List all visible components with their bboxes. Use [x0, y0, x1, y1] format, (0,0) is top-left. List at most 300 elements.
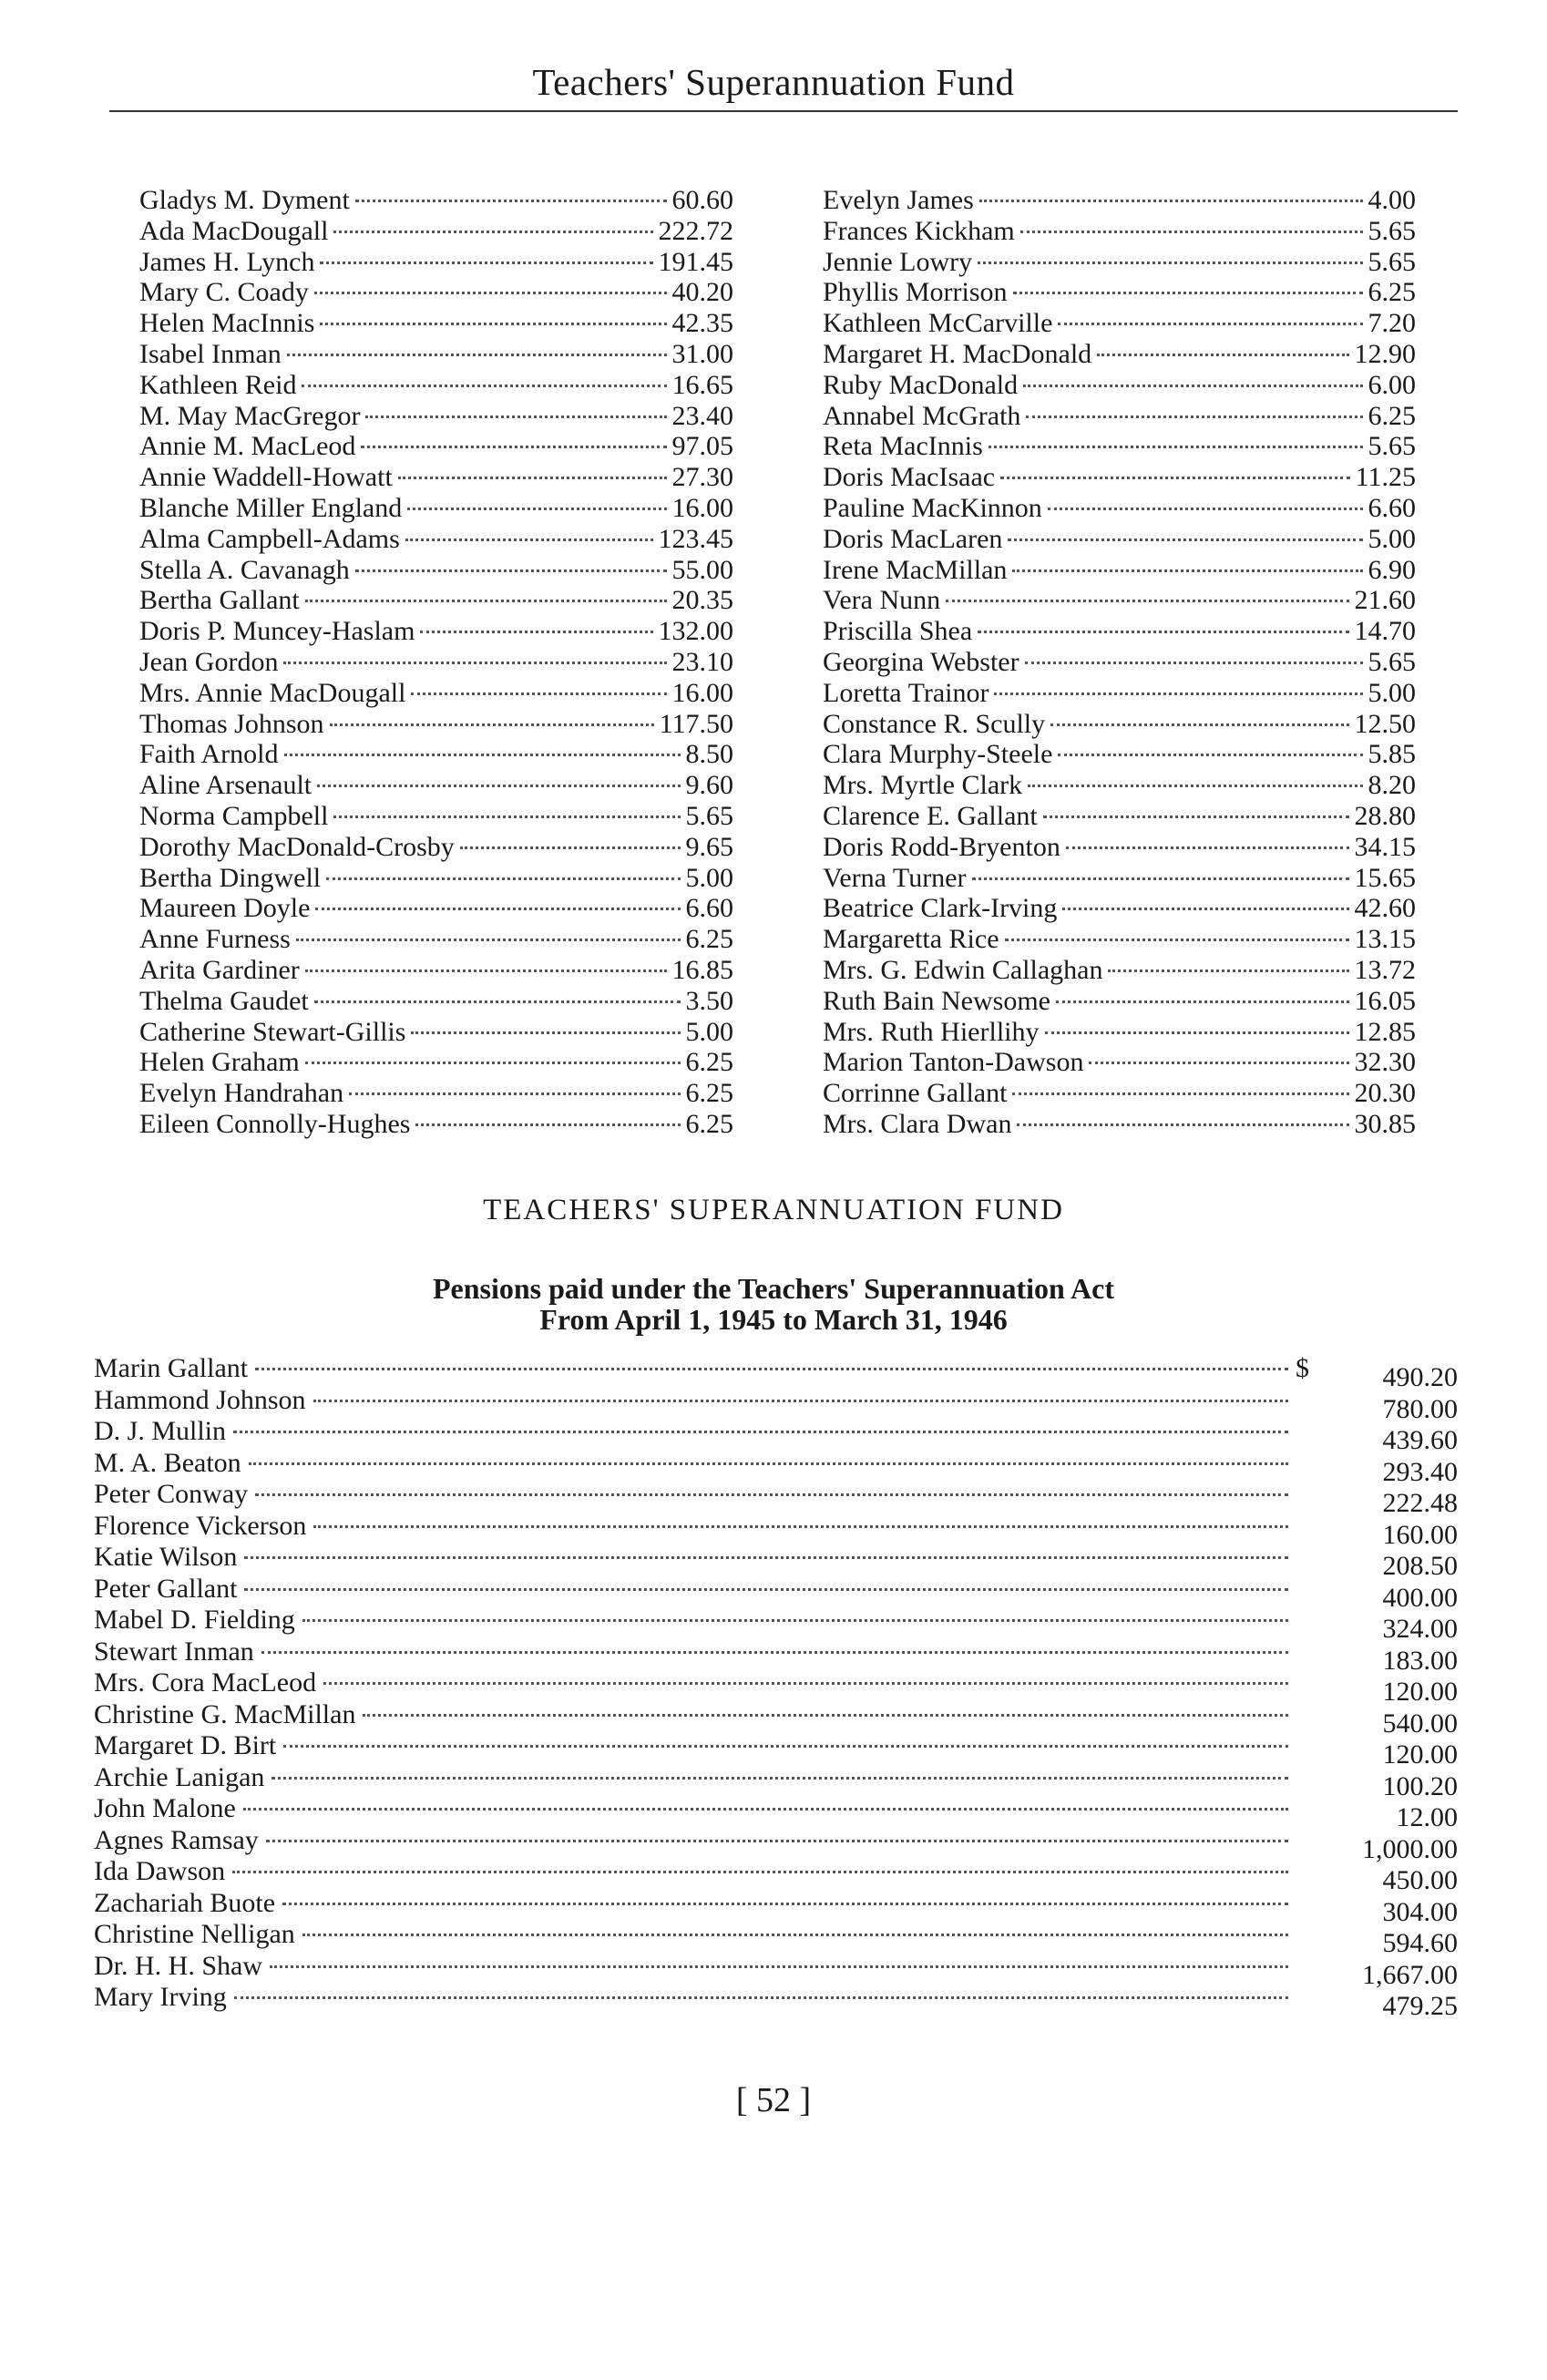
- list-item: [823, 585, 1416, 616]
- dot-leader: [1023, 385, 1362, 387]
- entry-amount: 6.60: [685, 893, 733, 924]
- entry-name: Christine Nelligan: [94, 1919, 295, 1949]
- dot-leader: [244, 1588, 1288, 1591]
- entry-name: Bertha Dingwell: [139, 862, 322, 893]
- entry-amount: 8.20: [1368, 770, 1416, 801]
- list-item: [139, 647, 733, 678]
- entry-name: Archie Lanigan: [94, 1761, 265, 1792]
- entry-name: M. May MacGregor: [139, 400, 361, 431]
- section-subtitle-period: From April 1, 1945 to March 31, 1946: [539, 1303, 1008, 1336]
- entry-name: Gladys M. Dyment: [139, 185, 350, 215]
- entry-name: Verna Turner: [823, 862, 967, 893]
- dot-leader: [415, 1123, 680, 1126]
- dot-leader: [255, 1368, 1288, 1370]
- dot-leader: [320, 262, 652, 264]
- dot-leader: [234, 1996, 1288, 1999]
- entry-amount: 9.65: [685, 831, 733, 862]
- entry-amount: 20.30: [1354, 1078, 1416, 1109]
- entry-name: Evelyn Handrahan: [139, 1078, 344, 1109]
- entry-name: Georgina Webster: [823, 646, 1019, 677]
- entry-amount: 60.60: [671, 185, 733, 215]
- dot-leader: [365, 415, 666, 418]
- list-item: [139, 1017, 733, 1048]
- entry-amount: 117.50: [659, 708, 733, 739]
- list-item: [94, 1605, 1458, 1644]
- dot-leader: [1050, 723, 1348, 726]
- list-item: [139, 185, 733, 216]
- entry-name: Mrs. Ruth Hierllihy: [823, 1016, 1040, 1047]
- left-contributions-column: [139, 185, 733, 1140]
- entry-name: Evelyn James: [823, 185, 974, 215]
- dot-leader: [314, 1000, 681, 1003]
- dot-leader: [978, 262, 1362, 264]
- dot-leader: [1028, 785, 1362, 787]
- entry-name: Loretta Trainor: [823, 677, 989, 708]
- entry-name: Dr. H. H. Shaw: [94, 1950, 262, 1981]
- entry-name: Peter Conway: [94, 1479, 249, 1509]
- dot-leader: [270, 1965, 1288, 1968]
- dot-leader: [1058, 323, 1362, 325]
- entry-amount: 6.25: [685, 924, 733, 955]
- entry-name: Katie Wilson: [94, 1542, 238, 1572]
- entry-name: Phyllis Morrison: [823, 277, 1008, 308]
- entry-amount: 15.65: [1354, 862, 1416, 893]
- entry-name: Corrinne Gallant: [823, 1078, 1008, 1109]
- dot-leader: [1058, 754, 1362, 756]
- dot-leader: [1066, 846, 1349, 849]
- entry-name: Eileen Connolly-Hughes: [139, 1108, 411, 1139]
- entry-name: Dorothy MacDonald-Crosby: [139, 831, 455, 862]
- dot-leader: [266, 1840, 1288, 1842]
- dot-leader: [989, 446, 1363, 448]
- dot-leader: [972, 877, 1349, 880]
- list-item: [823, 893, 1416, 924]
- dot-leader: [326, 877, 680, 880]
- list-item: [823, 370, 1416, 401]
- entry-amount: 9.60: [685, 770, 733, 801]
- entry-amount: 12.00: [1396, 1802, 1458, 1832]
- entry-name: Florence Vickerson: [94, 1510, 307, 1541]
- dot-leader: [946, 600, 1348, 602]
- entry-name: Kathleen Reid: [139, 369, 297, 400]
- list-item: [823, 493, 1416, 524]
- entry-amount: 5.85: [1368, 739, 1416, 770]
- entry-amount: 34.15: [1354, 831, 1416, 862]
- dot-leader: [420, 631, 652, 633]
- entry-amount: 132.00: [658, 616, 733, 647]
- entry-name: Ada MacDougall: [139, 215, 329, 246]
- entry-name: Maureen Doyle: [139, 893, 311, 924]
- list-item: [94, 1793, 1458, 1832]
- dot-leader: [305, 600, 667, 602]
- entry-name: Margaretta Rice: [823, 924, 999, 955]
- list-item: [823, 709, 1416, 740]
- list-item: [823, 986, 1416, 1017]
- list-item: [139, 493, 733, 524]
- list-item: [139, 832, 733, 863]
- entry-name: Anne Furness: [139, 924, 291, 955]
- list-item: [823, 308, 1416, 339]
- entry-amount: 490.20: [1382, 1362, 1458, 1392]
- entry-name: John Malone: [94, 1793, 236, 1823]
- list-item: [94, 1542, 1458, 1581]
- entry-name: Bertha Gallant: [139, 585, 300, 616]
- entry-name: Faith Arnold: [139, 739, 279, 770]
- list-item: [139, 1078, 733, 1109]
- entry-name: Mary C. Coady: [139, 277, 309, 308]
- entry-name: Priscilla Shea: [823, 616, 973, 647]
- dot-leader: [1017, 1123, 1348, 1126]
- entry-amount: 208.50: [1382, 1551, 1458, 1581]
- list-item: [139, 924, 733, 955]
- entry-name: Christine G. MacMillan: [94, 1698, 356, 1729]
- list-item: [823, 770, 1416, 801]
- entry-name: Mary Irving: [94, 1982, 227, 2012]
- entry-amount: 6.25: [1368, 277, 1416, 308]
- entry-amount: 12.85: [1354, 1016, 1416, 1047]
- entry-name: Vera Nunn: [823, 585, 941, 616]
- entry-amount: 1,000.00: [1362, 1833, 1458, 1864]
- entry-name: Mabel D. Fielding: [94, 1605, 295, 1635]
- dot-leader: [302, 1934, 1288, 1936]
- entry-amount: 5.65: [1368, 646, 1416, 677]
- dot-leader: [283, 662, 666, 664]
- entry-name: Marin Gallant: [94, 1353, 249, 1383]
- list-item: [94, 1950, 1458, 1990]
- entry-amount: 540.00: [1382, 1708, 1458, 1739]
- list-item: [823, 185, 1416, 216]
- dot-leader: [1005, 939, 1349, 941]
- entry-name: D. J. Mullin: [94, 1416, 227, 1446]
- dot-leader: [320, 323, 666, 325]
- dot-leader: [1056, 1000, 1349, 1003]
- list-item: [94, 1761, 1458, 1801]
- entry-amount: 5.65: [1368, 431, 1416, 462]
- dot-leader: [994, 692, 1362, 695]
- entry-amount: 42.35: [671, 308, 733, 339]
- entry-amount: 16.65: [671, 369, 733, 400]
- list-item: [94, 1982, 1458, 2021]
- entry-name: Agnes Ramsay: [94, 1824, 259, 1855]
- entry-name: Aline Arsenault: [139, 770, 312, 801]
- entry-name: Kathleen McCarville: [823, 308, 1053, 339]
- entry-name: Thomas Johnson: [139, 708, 324, 739]
- dot-leader: [313, 1525, 1288, 1528]
- list-item: [823, 462, 1416, 493]
- entry-name: Hammond Johnson: [94, 1384, 306, 1415]
- entry-amount: 191.45: [658, 246, 733, 277]
- entry-amount: 6.25: [685, 1078, 733, 1109]
- entry-name: Margaret D. Birt: [94, 1730, 277, 1760]
- entry-name: Annie M. MacLeod: [139, 431, 356, 462]
- entry-amount: 27.30: [671, 462, 733, 493]
- entry-name: Doris P. Muncey-Haslam: [139, 616, 415, 647]
- list-item: [139, 801, 733, 832]
- dot-leader: [1097, 354, 1348, 356]
- list-item: [823, 216, 1416, 247]
- entry-name: Irene MacMillan: [823, 554, 1008, 585]
- entry-amount: 6.00: [1368, 369, 1416, 400]
- dot-leader: [330, 723, 654, 726]
- list-item: [139, 216, 733, 247]
- dot-leader: [1045, 1031, 1349, 1034]
- dot-leader: [411, 692, 666, 695]
- list-item: [823, 647, 1416, 678]
- entry-amount: 400.00: [1382, 1582, 1458, 1613]
- dot-leader: [1062, 908, 1348, 910]
- list-item: [139, 770, 733, 801]
- entry-name: Helen Graham: [139, 1047, 300, 1078]
- entry-name: Doris Rodd-Bryenton: [823, 831, 1060, 862]
- dot-leader: [1108, 969, 1348, 972]
- entry-name: Mrs. Cora MacLeod: [94, 1667, 317, 1698]
- list-item: [94, 1416, 1458, 1455]
- list-item: [139, 739, 733, 770]
- entry-amount: 5.65: [1368, 246, 1416, 277]
- dot-leader: [1025, 662, 1363, 664]
- dot-leader: [255, 1493, 1288, 1496]
- list-item: [139, 1047, 733, 1078]
- dot-leader: [333, 231, 652, 233]
- list-item: [139, 986, 733, 1017]
- dot-leader: [261, 1651, 1288, 1654]
- list-item: [94, 1856, 1458, 1895]
- entry-name: Ruby MacDonald: [823, 369, 1019, 400]
- dot-leader: [283, 1745, 1288, 1748]
- section-subtitle-act: Pensions paid under the Teachers' Superannuation Act: [432, 1272, 1114, 1305]
- list-item: [94, 1919, 1458, 1958]
- entry-amount: 20.35: [671, 585, 733, 616]
- entry-amount: 594.60: [1382, 1928, 1458, 1958]
- entry-amount: 5.00: [1368, 677, 1416, 708]
- entry-amount: 222.48: [1382, 1488, 1458, 1518]
- entry-amount: 28.80: [1354, 800, 1416, 831]
- entry-amount: 120.00: [1382, 1739, 1458, 1770]
- entry-amount: 160.00: [1382, 1519, 1458, 1550]
- list-item: [94, 1887, 1458, 1927]
- dot-leader: [315, 908, 680, 910]
- list-item: [823, 1047, 1416, 1078]
- entry-name: Catherine Stewart-Gillis: [139, 1016, 406, 1047]
- entry-amount: 1,667.00: [1362, 1959, 1458, 1990]
- entry-name: Margaret H. MacDonald: [823, 338, 1092, 369]
- list-item: [139, 524, 733, 555]
- list-item: [823, 247, 1416, 278]
- list-item: [94, 1698, 1458, 1739]
- entry-name: Helen MacInnis: [139, 308, 315, 339]
- entry-name: Mrs. G. Edwin Callaghan: [823, 954, 1103, 985]
- dot-leader: [460, 846, 681, 849]
- dot-leader: [302, 385, 666, 387]
- list-item: [94, 1384, 1458, 1424]
- entry-amount: 40.20: [671, 277, 733, 308]
- dot-leader: [302, 1619, 1288, 1622]
- entry-name: Mrs. Annie MacDougall: [139, 677, 406, 708]
- list-item: [823, 401, 1416, 432]
- list-item: [139, 893, 733, 924]
- entry-amount: 479.25: [1382, 1991, 1458, 2021]
- list-item: [94, 1573, 1458, 1613]
- entry-amount: 32.30: [1354, 1047, 1416, 1078]
- list-item: [139, 247, 733, 278]
- list-item: [94, 1447, 1458, 1487]
- list-item: [823, 739, 1416, 770]
- entry-amount: 97.05: [671, 431, 733, 462]
- entry-amount: 16.00: [671, 492, 733, 523]
- entry-amount: 11.25: [1355, 462, 1416, 493]
- entry-amount: 23.10: [671, 646, 733, 677]
- entry-name: Clarence E. Gallant: [823, 800, 1038, 831]
- entry-name: Mrs. Clara Dwan: [823, 1108, 1012, 1139]
- entry-amount: 7.20: [1368, 308, 1416, 339]
- entry-amount: 120.00: [1382, 1677, 1458, 1707]
- entry-name: Ruth Bain Newsome: [823, 985, 1050, 1016]
- list-item: [94, 1730, 1458, 1770]
- entry-name: Pauline MacKinnon: [823, 492, 1042, 523]
- entry-name: Arita Gardiner: [139, 954, 300, 985]
- dot-leader: [978, 631, 1348, 633]
- list-item: [139, 370, 733, 401]
- entry-amount: 183.00: [1382, 1645, 1458, 1676]
- dot-leader: [284, 754, 681, 756]
- dot-leader: [349, 1093, 680, 1095]
- dot-leader: [313, 1400, 1289, 1402]
- list-item: [94, 1510, 1458, 1550]
- entry-name: Norma Campbell: [139, 800, 329, 831]
- entry-amount: 5.65: [1368, 215, 1416, 246]
- entry-name: Frances Kickham: [823, 215, 1015, 246]
- currency-symbol: $: [1296, 1353, 1309, 1383]
- list-item: [139, 555, 733, 586]
- dot-leader: [1012, 569, 1362, 572]
- dot-leader: [233, 1431, 1288, 1433]
- header-rule: [109, 110, 1458, 112]
- dot-leader: [287, 354, 667, 356]
- entry-amount: 16.00: [671, 677, 733, 708]
- list-item: [139, 1109, 733, 1140]
- entry-amount: 6.25: [1368, 400, 1416, 431]
- dot-leader: [314, 292, 667, 294]
- entry-amount: 13.72: [1354, 954, 1416, 985]
- dot-leader: [232, 1871, 1288, 1873]
- entry-amount: 6.60: [1368, 492, 1416, 523]
- list-item: [823, 1109, 1416, 1140]
- list-item: [823, 555, 1416, 586]
- entry-amount: 780.00: [1382, 1393, 1458, 1424]
- list-item: [139, 339, 733, 370]
- list-item: [139, 709, 733, 740]
- entry-amount: 42.60: [1354, 893, 1416, 924]
- dot-leader: [1089, 1062, 1348, 1064]
- dot-leader: [1008, 539, 1362, 541]
- entry-amount: 12.90: [1354, 338, 1416, 369]
- running-head-title: Teachers' Superannuation Fund: [532, 61, 1015, 103]
- list-item: [823, 524, 1416, 555]
- entry-amount: 5.00: [685, 862, 733, 893]
- dot-leader: [1000, 477, 1350, 479]
- entry-name: Doris MacLaren: [823, 523, 1003, 554]
- entry-amount: 31.00: [671, 338, 733, 369]
- dot-leader: [355, 200, 667, 202]
- entry-name: Blanche Miller England: [139, 492, 403, 523]
- list-item: [823, 801, 1416, 832]
- list-item: [823, 678, 1416, 709]
- entry-name: James H. Lynch: [139, 246, 315, 277]
- entry-amount: 450.00: [1382, 1865, 1458, 1895]
- list-item: [94, 1667, 1458, 1707]
- entry-amount: 4.00: [1368, 185, 1416, 215]
- list-item: [823, 1078, 1416, 1109]
- list-item: [94, 1353, 1458, 1392]
- entry-amount: 324.00: [1382, 1614, 1458, 1644]
- list-item: [139, 308, 733, 339]
- list-item: [94, 1479, 1458, 1518]
- dot-leader: [317, 785, 680, 787]
- entry-amount: 3.50: [685, 985, 733, 1016]
- entry-name: Annie Waddell-Howatt: [139, 462, 393, 493]
- entry-name: Isabel Inman: [139, 338, 282, 369]
- dot-leader: [355, 569, 667, 572]
- dot-leader: [1048, 508, 1363, 510]
- list-item: [823, 339, 1416, 370]
- page-number: [ 52 ]: [735, 2081, 812, 2119]
- dot-leader: [1012, 1093, 1348, 1095]
- entry-amount: 5.65: [685, 800, 733, 831]
- dot-leader: [296, 939, 681, 941]
- entry-amount: 6.90: [1368, 554, 1416, 585]
- list-item: [139, 277, 733, 308]
- dot-leader: [282, 1903, 1288, 1905]
- entry-name: Mrs. Myrtle Clark: [823, 770, 1023, 801]
- entry-amount: 222.72: [658, 215, 733, 246]
- entry-name: Annabel McGrath: [823, 400, 1021, 431]
- entry-name: Zachariah Buote: [94, 1887, 276, 1918]
- dot-leader: [1043, 816, 1349, 818]
- entry-name: Constance R. Scully: [823, 708, 1046, 739]
- dot-leader: [979, 200, 1363, 202]
- list-item: [823, 1017, 1416, 1048]
- entry-name: Thelma Gaudet: [139, 985, 309, 1016]
- entry-name: Stewart Inman: [94, 1636, 254, 1667]
- list-item: [823, 277, 1416, 308]
- dot-leader: [249, 1462, 1288, 1465]
- entry-name: Ida Dawson: [94, 1856, 226, 1886]
- entry-amount: 6.25: [685, 1108, 733, 1139]
- entry-name: Doris MacIsaac: [823, 462, 996, 493]
- dot-leader: [398, 477, 667, 479]
- entry-name: Stella A. Cavanagh: [139, 554, 350, 585]
- entry-name: Beatrice Clark-Irving: [823, 893, 1058, 924]
- list-item: [139, 462, 733, 493]
- dot-leader: [323, 1682, 1288, 1685]
- entry-amount: 439.60: [1382, 1425, 1458, 1455]
- list-item: [94, 1636, 1458, 1676]
- dot-leader: [361, 446, 666, 448]
- entry-name: Jean Gordon: [139, 646, 279, 677]
- list-item: [139, 863, 733, 894]
- entry-amount: 16.05: [1354, 985, 1416, 1016]
- entry-name: M. A. Beaton: [94, 1447, 241, 1478]
- list-item: [139, 955, 733, 986]
- entry-name: Reta MacInnis: [823, 431, 983, 462]
- entry-amount: 5.00: [685, 1016, 733, 1047]
- list-item: [139, 585, 733, 616]
- entry-amount: 14.70: [1354, 616, 1416, 647]
- list-item: [139, 616, 733, 647]
- dot-leader: [243, 1808, 1288, 1811]
- list-item: [139, 401, 733, 432]
- list-item: [139, 678, 733, 709]
